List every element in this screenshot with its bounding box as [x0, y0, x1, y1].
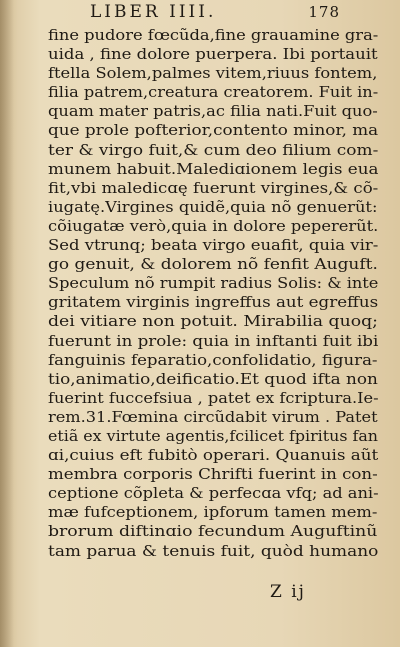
text-line: ter & virgo fuit,& cum deo filium com- — [48, 142, 379, 159]
text-line: fine pudore fœcũda,fine grauamine gra- — [48, 28, 379, 44]
page-number: 178 — [308, 3, 340, 21]
text-line: go genuit, & dolorem nõ fenfit Auguft. — [48, 257, 378, 274]
text-line: brorum diftinɑio fecundum Auguftinũ — [48, 524, 378, 541]
text-line: ceptione cõpleta & perfecɑa vfq; ad ani- — [48, 486, 379, 503]
text-line: etiã ex virtute agentis,fcilicet fpiritus fan — [48, 428, 379, 445]
text-line: fuerint fuccefsiua , patet ex fcriptura.Ie- — [48, 390, 379, 407]
text-line: que prole pofterior,contento minor, ma — [48, 123, 379, 140]
body-text — [48, 27, 378, 562]
text-line: quam mater patris,ac filia nati.Fuit quo- — [48, 104, 378, 121]
text-line: munem habuit.Malediɑionem legis eua — [48, 161, 379, 178]
text-line: cõiugatæ verò,quia in dolore pepererũt. — [48, 218, 379, 235]
running-header — [90, 2, 340, 22]
text-line: gritatem virginis ingreffus aut egreffus — [48, 295, 379, 312]
text-line: mæ fufceptionem, ipforum tamen mem- — [48, 505, 378, 522]
binding-shadow — [0, 0, 14, 647]
text-line: tio,animatio,deificatio.Et quod ifta non — [48, 371, 378, 388]
text-line: Sed vtrunq; beata virgo euafit, quia vir- — [48, 238, 379, 255]
text-line: rem.31.Fœmina circũdabit virum . Patet — [48, 409, 378, 426]
text-line: Speculum nõ rumpit radius Solis: & inte — [48, 276, 379, 293]
text-line: ɑi,cuius eft fubitò operari. Quanuis aũt — [48, 448, 379, 465]
text-line: fit,vbi maledicɑę fuerunt virgines,& cõ- — [48, 180, 379, 197]
text-line: tam parua & tenuis fuit, quòd humano — [48, 543, 379, 560]
text-line: uida , fine dolore puerpera. Ibi portauit — [48, 47, 378, 64]
running-title: LIBER IIII. — [90, 2, 217, 22]
text-line: membra corporis Chrifti fuerint in con- — [48, 467, 378, 484]
signature-mark: Z ij — [270, 582, 306, 602]
text-line: fuerunt in prole: quia in inftanti fuit ibi — [48, 333, 379, 350]
text-line: ftella Solem,palmes vitem,riuus fontem, — [48, 66, 378, 83]
text-line: iugatę.Virgines quidẽ,quia nõ genuerũt: — [48, 199, 378, 216]
text-line: filia patrem,creatura creatorem. Fuit in- — [48, 85, 379, 102]
text-line: fanguinis feparatio,confolidatio, figura- — [48, 352, 378, 369]
text-line: dei vitiare non potuit. Mirabilia quoq; — [48, 314, 379, 331]
